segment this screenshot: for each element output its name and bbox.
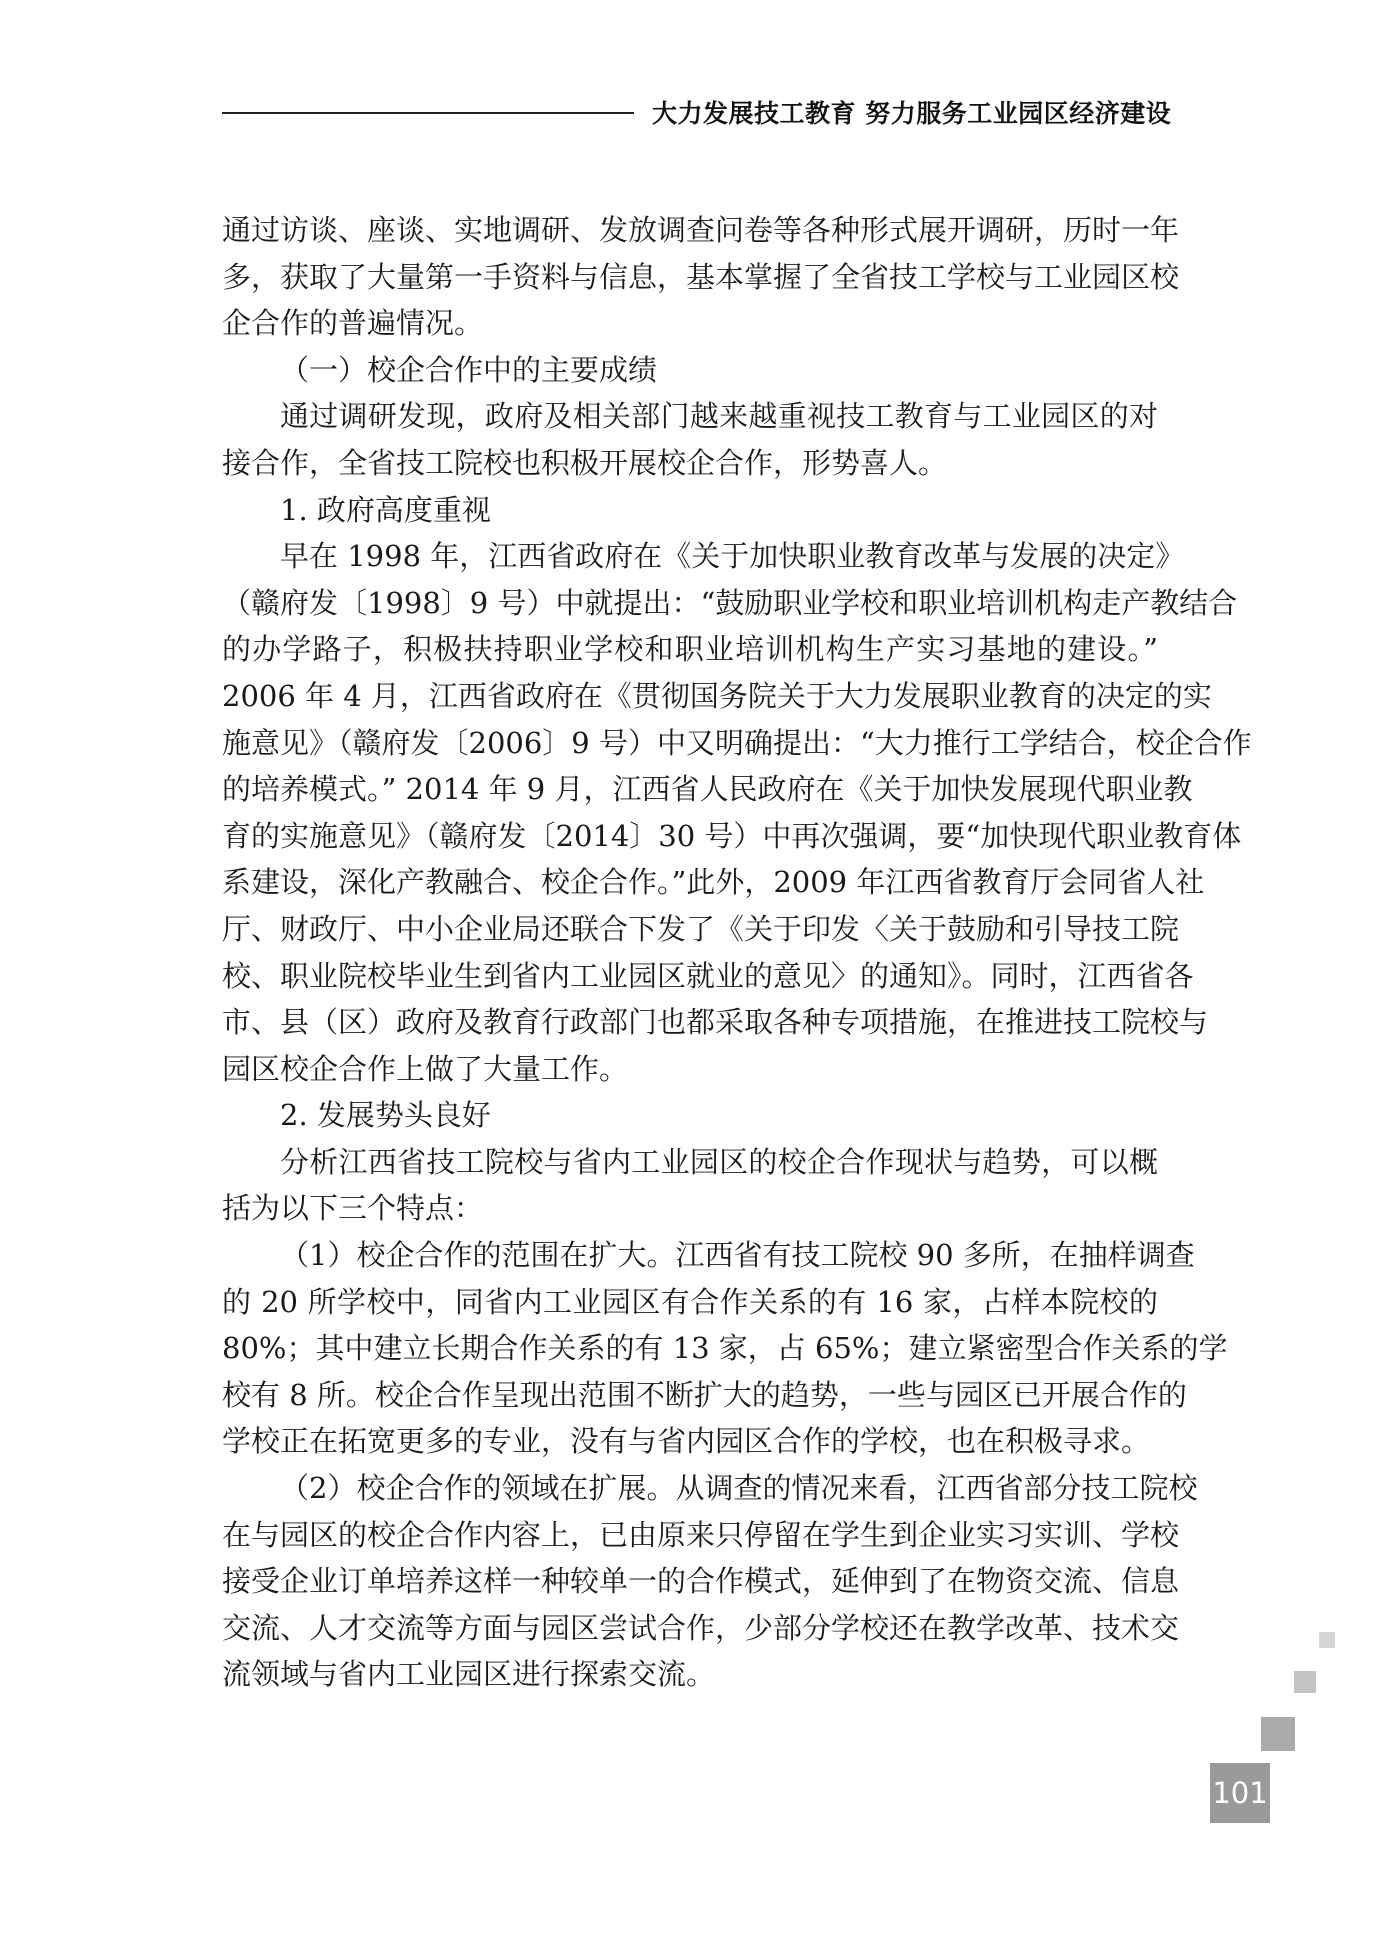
- decorative-square: [1261, 1717, 1295, 1751]
- running-header-title: 大力发展技工教育 努力服务工业园区经济建设: [652, 99, 1172, 128]
- text-line: 施意见》（赣府发〔2006〕9 号）中又明确提出：“大力推行工学结合，校企合作: [222, 725, 1252, 760]
- text-line: 的办学路子，积极扶持职业学校和职业培训机构生产实习基地的建设。”: [222, 632, 1158, 667]
- text-line: 接受企业订单培养这样一种较单一的合作模式，延伸到了在物资交流、信息: [222, 1564, 1180, 1599]
- decorative-square: [1294, 1671, 1316, 1693]
- section-heading: （一）校企合作中的主要成绩: [280, 352, 658, 387]
- text-line: （赣府发〔1998〕9 号）中就提出：“鼓励职业学校和职业培训机构走产教结合: [222, 585, 1238, 620]
- text-line: 校有 8 所。校企合作呈现出范围不断扩大的趋势，一些与园区已开展合作的: [222, 1377, 1187, 1412]
- section-heading: 2. 发展势头良好: [280, 1098, 491, 1133]
- text-line: （2）校企合作的领域在扩展。从调查的情况来看，江西省部分技工院校: [280, 1471, 1198, 1506]
- text-line: 通过访谈、座谈、实地调研、发放调查问卷等各种形式展开调研，历时一年: [222, 213, 1180, 247]
- body-text: [222, 207, 1252, 1698]
- text-line: 校、职业院校毕业生到省内工业园区就业的意见〉的通知》。同时，江西省各: [222, 958, 1194, 993]
- text-line: 系建设，深化产教融合、校企合作。”此外，2009 年江西省教育厅会同省人社: [222, 865, 1205, 900]
- section-heading: 1. 政府高度重视: [280, 492, 491, 527]
- text-line: 括为以下三个特点：: [222, 1191, 484, 1226]
- text-line: 学校正在拓宽更多的专业，没有与省内园区合作的学校，也在积极寻求。: [222, 1424, 1151, 1459]
- text-line: 厅、财政厅、中小企业局还联合下发了《关于印发〈关于鼓励和引导技工院: [222, 911, 1180, 946]
- text-line: 80%；其中建立长期合作关系的有 13 家，占 65%；建立紧密型合作关系的学: [222, 1331, 1228, 1366]
- text-line: 接合作，全省技工院校也积极开展校企合作，形势喜人。: [222, 445, 948, 480]
- text-line: 园区校企合作上做了大量工作。: [222, 1051, 629, 1086]
- page-number: 101: [1210, 1763, 1270, 1823]
- text-line: （1）校企合作的范围在扩大。江西省有技工院校 90 多所，在抽样调查: [280, 1238, 1195, 1273]
- text-line: 的 20 所学校中，同省内工业园区有合作关系的有 16 家，占样本院校的: [222, 1284, 1158, 1319]
- text-line: 的培养模式。” 2014 年 9 月，江西省人民政府在《关于加快发展现代职业教: [222, 772, 1193, 807]
- text-line: 通过调研发现，政府及相关部门越来越重视技工教育与工业园区的对: [280, 399, 1158, 434]
- text-line: 分析江西省技工院校与省内工业园区的校企合作现状与趋势，可以概: [280, 1144, 1158, 1179]
- decorative-square: [1319, 1632, 1335, 1648]
- text-line: 在与园区的校企合作内容上，已由原来只停留在学生到企业实习实训、学校: [222, 1517, 1180, 1552]
- header-rule: [222, 112, 634, 114]
- text-line: 交流、人才交流等方面与园区尝试合作，少部分学校还在教学改革、技术交: [222, 1610, 1180, 1645]
- text-line: 市、县（区）政府及教育行政部门也都采取各种专项措施，在推进技工院校与: [222, 1005, 1209, 1040]
- text-line: 企合作的普遍情况。: [222, 306, 484, 341]
- text-line: 多，获取了大量第一手资料与信息，基本掌握了全省技工学校与工业园区校: [222, 259, 1180, 294]
- text-line: 2006 年 4 月，江西省政府在《贯彻国务院关于大力发展职业教育的决定的实: [222, 678, 1212, 713]
- text-line: 早在 1998 年，江西省政府在《关于加快职业教育改革与发展的决定》: [280, 539, 1185, 574]
- text-line: 育的实施意见》（赣府发〔2014〕30 号）中再次强调，要“加快现代职业教育体: [222, 818, 1242, 853]
- text-line: 流领域与省内工业园区进行探索交流。: [222, 1657, 716, 1692]
